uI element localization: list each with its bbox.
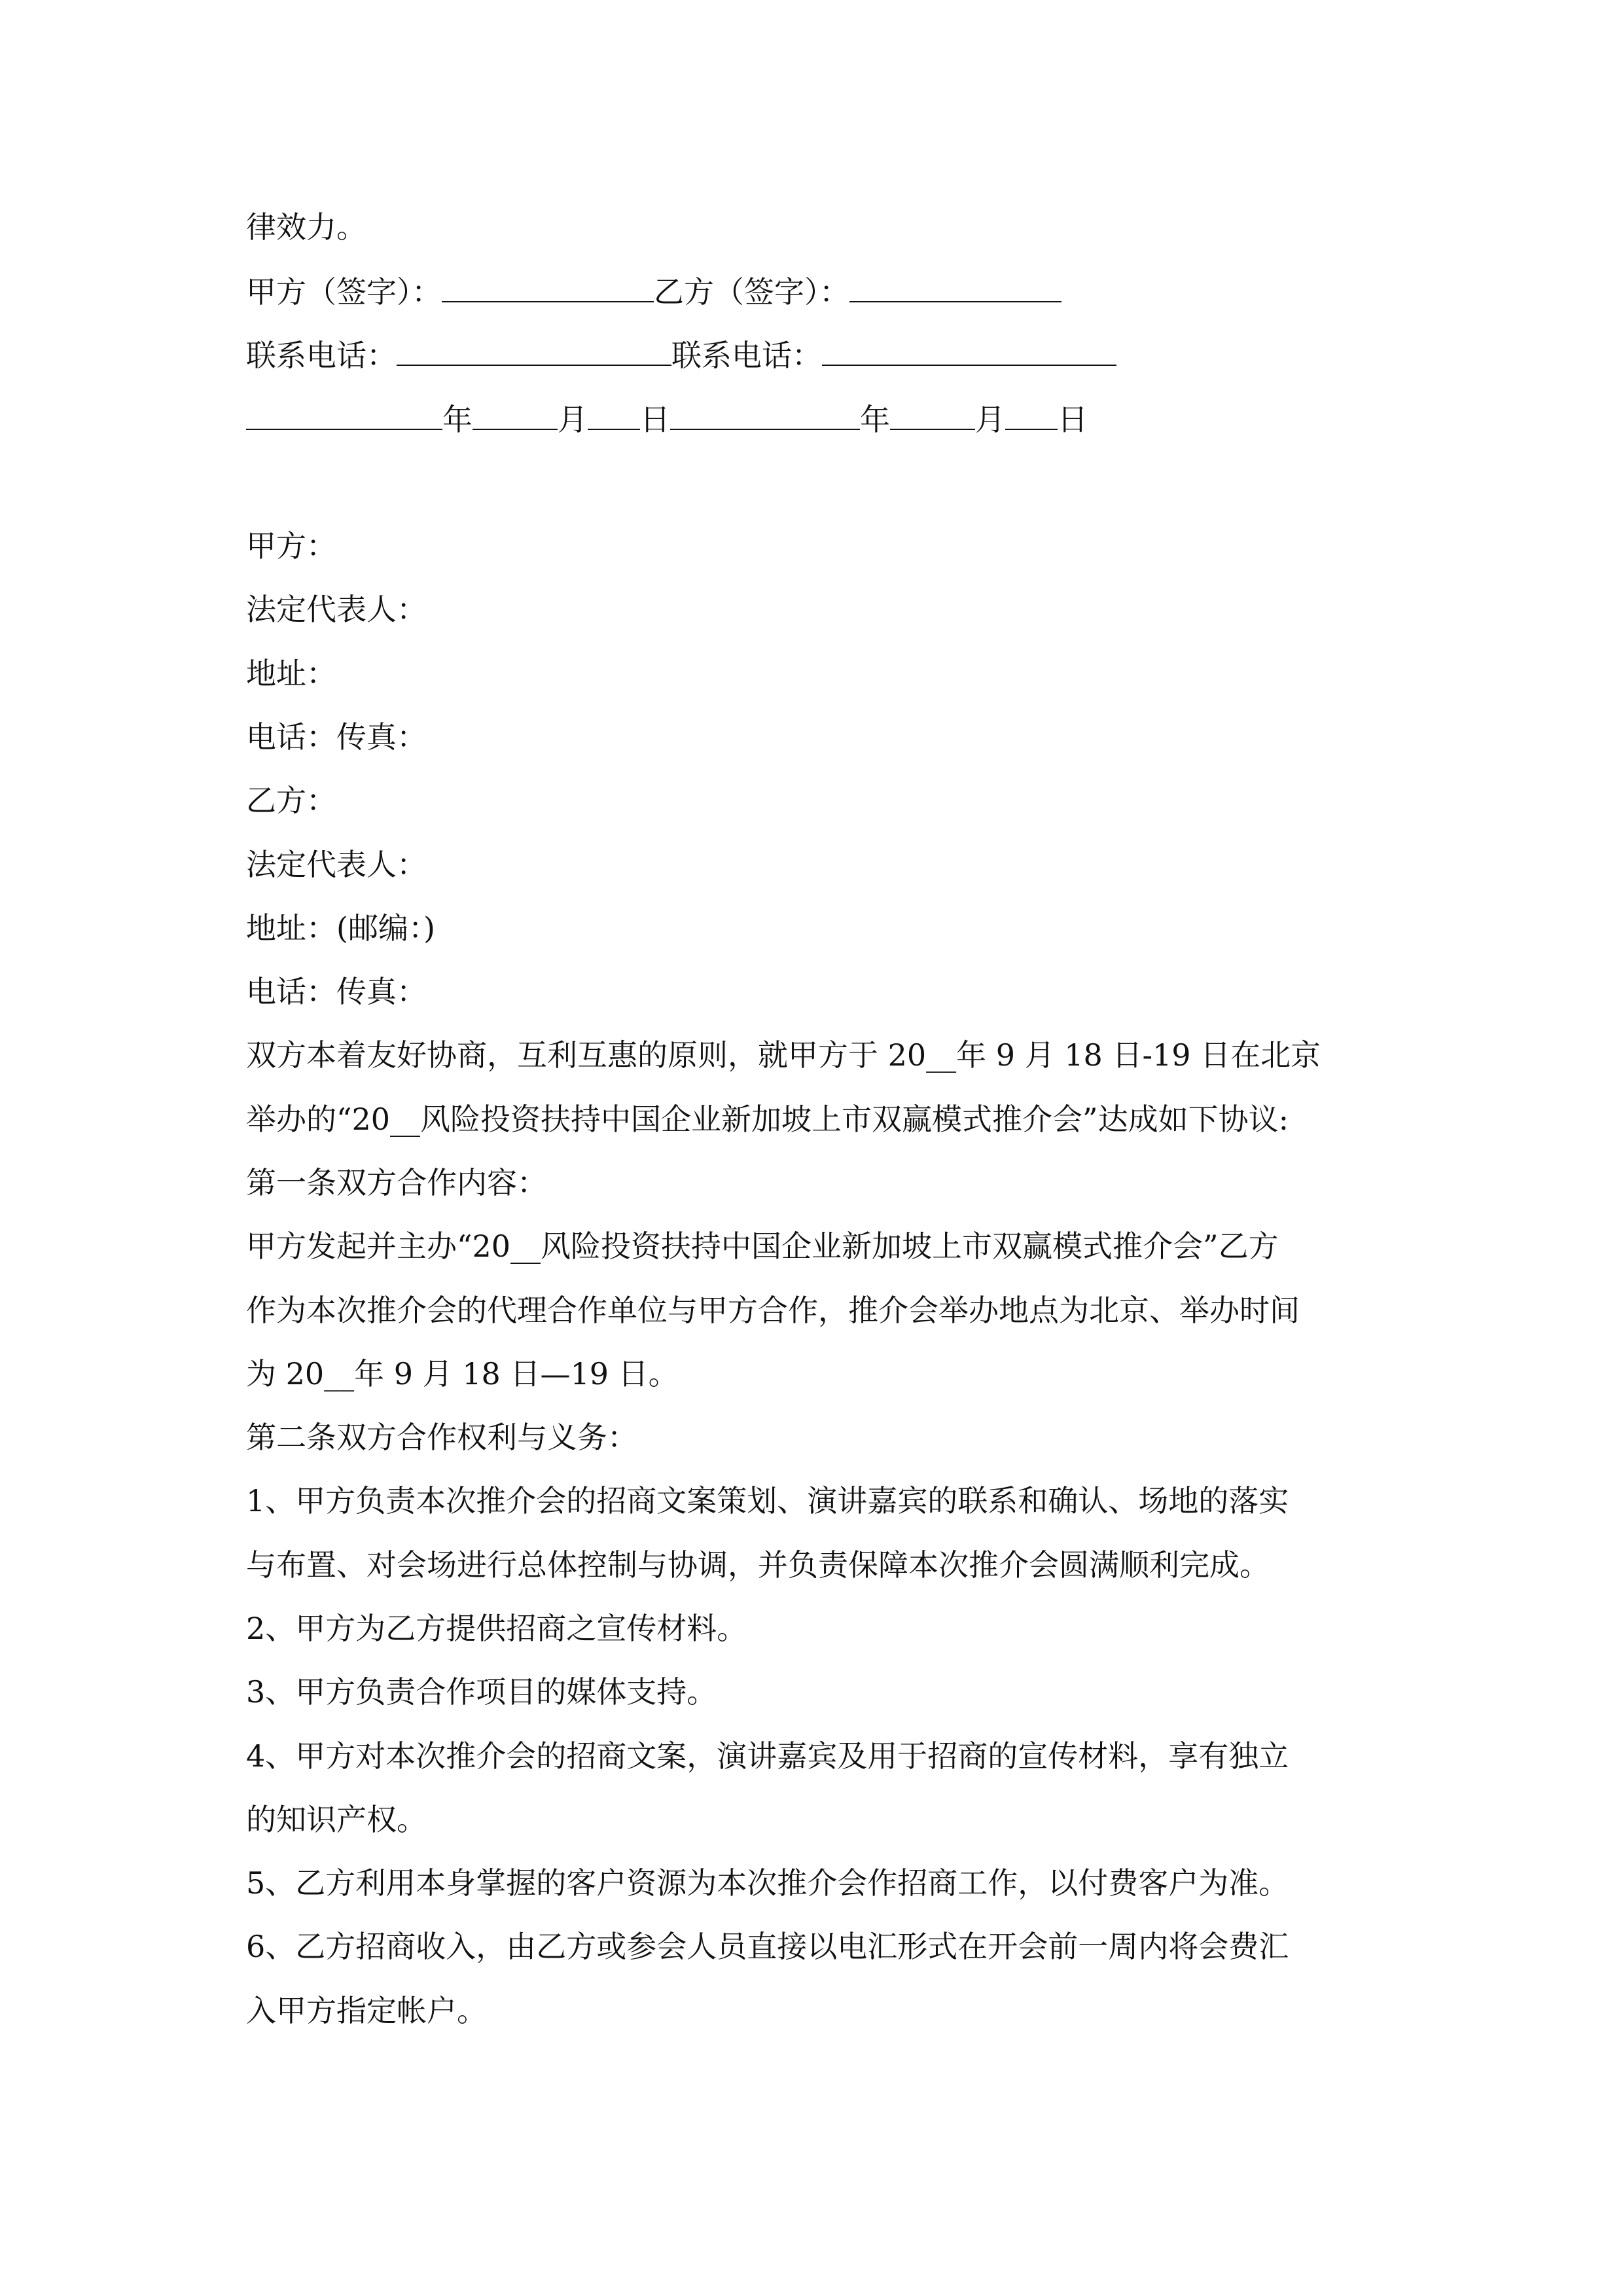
party-a-sign-blank <box>442 271 654 302</box>
item1-line-2: 与布置、对会场进行总体控制与协调，并负责保障本次推介会圆满顺利完成。 <box>246 1547 1270 1583</box>
item6-line-1: 6、乙方招商收入，由乙方或参会人员直接以电汇形式在开会前一周内将会费汇 <box>246 1929 1289 1964</box>
party-a-sign-label: 甲方（签字）： <box>246 274 442 310</box>
intro-tail: 律效力。 <box>246 209 366 245</box>
date-row <box>246 399 1088 439</box>
article1-title: 第一条双方合作内容： <box>246 1165 547 1200</box>
item6-line-2: 入甲方指定帐户。 <box>246 1993 487 2028</box>
phone-label-a: 联系电话： <box>246 338 397 373</box>
signature-row <box>246 271 1061 312</box>
year-label-a: 年 <box>442 402 473 437</box>
day-label-b: 日 <box>1058 402 1088 437</box>
article1-line-2: 作为本次推介会的代理合作单位与甲方合作，推介会举办地点为北京、举办时间 <box>246 1293 1300 1328</box>
address-a: 地址： <box>246 656 336 691</box>
year-blank-b <box>670 399 860 430</box>
item3: 3、甲方负责合作项目的媒体支持。 <box>246 1674 717 1710</box>
item4-line-2: 的知识产权。 <box>246 1802 427 1837</box>
year-label-b: 年 <box>860 402 890 437</box>
month-label-b: 月 <box>975 402 1005 437</box>
party-b-sign-blank <box>849 271 1061 302</box>
intro-line-1: 双方本着友好协商，互利互惠的原则，就甲方于 20__年 9 月 18 日-19 日在北京 <box>246 1037 1321 1073</box>
phone-fax-b: 电话：传真： <box>246 974 427 1009</box>
legal-rep-a: 法定代表人： <box>246 592 427 627</box>
party-a-label: 甲方： <box>246 528 336 564</box>
item5: 5、乙方利用本身掌握的客户资源为本次推介会作招商工作，以付费客户为准。 <box>246 1865 1289 1901</box>
day-label-a: 日 <box>640 402 670 437</box>
intro-line-2: 举办的“20__风险投资扶持中国企业新加坡上市双赢模式推介会”达成如下协议: <box>246 1102 1289 1137</box>
item1-line-1: 1、甲方负责本次推介会的招商文案策划、演讲嘉宾的联系和确认、场地的落实 <box>246 1483 1289 1518</box>
item4-line-1: 4、甲方对本次推介会的招商文案，演讲嘉宾及用于招商的宣传材料，享有独立 <box>246 1738 1289 1774</box>
day-blank-a <box>588 399 640 430</box>
phone-a-blank <box>397 334 671 366</box>
phone-fax-a: 电话：传真： <box>246 719 427 755</box>
phone-b-blank <box>822 334 1116 366</box>
item2: 2、甲方为乙方提供招商之宣传材料。 <box>246 1611 747 1646</box>
day-blank-b <box>1005 399 1058 430</box>
article1-line-1: 甲方发起并主办“20__风险投资扶持中国企业新加坡上市双赢模式推介会”乙方 <box>246 1229 1279 1264</box>
article2-title: 第二条双方合作权利与义务： <box>246 1420 637 1455</box>
address-b: 地址：(邮编：) <box>246 910 435 946</box>
article1-line-3: 为 20__年 9 月 18 日—19 日。 <box>246 1356 679 1391</box>
month-blank-b <box>890 399 975 430</box>
phone-label-b: 联系电话： <box>671 338 822 373</box>
party-b-label: 乙方： <box>246 783 336 818</box>
year-blank-a <box>246 399 442 430</box>
legal-rep-b: 法定代表人： <box>246 847 427 882</box>
month-label-a: 月 <box>558 402 588 437</box>
party-b-sign-label: 乙方（签字）： <box>654 274 849 310</box>
phone-row <box>246 334 1116 375</box>
month-blank-a <box>473 399 558 430</box>
